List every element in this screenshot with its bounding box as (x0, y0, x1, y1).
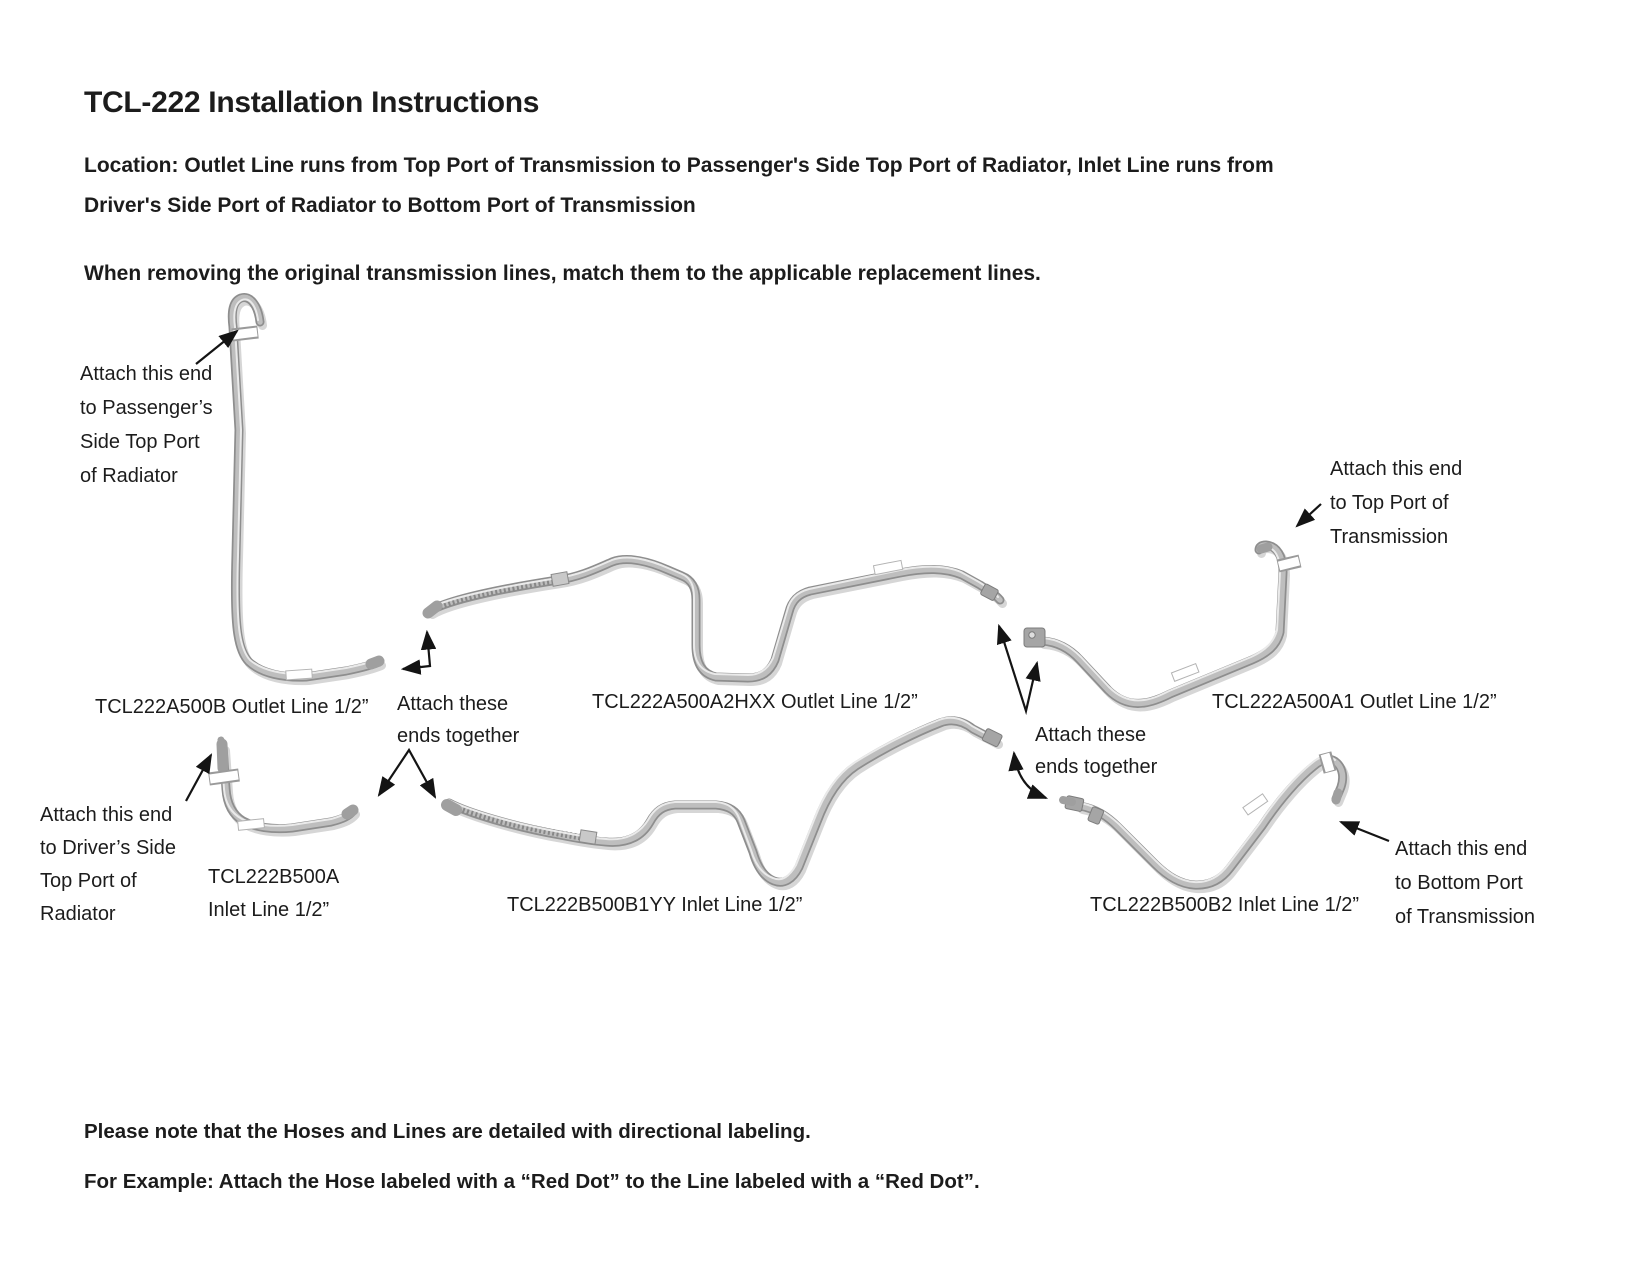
annotation-line: Transmission (1330, 526, 1449, 548)
label-tcl222a500a2hxx: TCL222A500A2HXX Outlet Line 1/2” (592, 691, 918, 713)
annotation-line: Attach these (397, 693, 509, 715)
annotation-line: to Passenger’s (80, 397, 213, 419)
label-tcl222a500b: TCL222A500B Outlet Line 1/2” (95, 696, 369, 718)
annotation-line: to Top Port of (1330, 492, 1449, 514)
annotation-bottom-port (1395, 832, 1535, 934)
tube-tcl222a500a1 (1024, 545, 1300, 707)
removal-note: When removing the original transmission lines, match them to the applicable replacement lines. (84, 262, 1041, 285)
annotation-line: of Transmission (1395, 906, 1536, 928)
annotation-driver-side (40, 799, 176, 931)
location-line-2: Driver's Side Port of Radiator to Bottom Port of Transmission (84, 194, 696, 217)
annotation-attach-right (1035, 719, 1157, 783)
tube-tcl222b500b1yy (447, 718, 1003, 886)
location-text (84, 146, 1274, 226)
arrow-to-driver-port (186, 755, 211, 801)
tube-tcl222b500a (209, 740, 356, 832)
arrow-join-inlet-left (379, 750, 435, 797)
annotation-line: Attach this end (40, 804, 173, 826)
label-tcl222b500b2: TCL222B500B2 Inlet Line 1/2” (1090, 894, 1360, 916)
arrow-join-outlet-left (403, 632, 430, 669)
connector-arrows (186, 331, 1389, 841)
tube-tcl222a500b (232, 297, 382, 680)
annotation-line: Radiator (40, 903, 116, 925)
label-tcl222b500b1yy: TCL222B500B1YY Inlet Line 1/2” (507, 894, 803, 916)
page-title: TCL-222 Installation Instructions (84, 86, 540, 119)
arrow-to-bottom-port (1341, 822, 1389, 841)
annotation-line: ends together (1035, 756, 1158, 778)
label-tcl222b500a (208, 861, 339, 927)
footer-note-example: For Example: Attach the Hose labeled with a “Red Dot” to the Line labeled with a “Red Dot”. (84, 1170, 980, 1193)
arrow-join-outlet-right (999, 626, 1037, 711)
label-line: Inlet Line 1/2” (208, 899, 330, 921)
annotation-top-port (1330, 452, 1462, 554)
annotation-line: ends together (397, 725, 520, 747)
annotation-line: Top Port of (40, 870, 137, 892)
annotation-line: Attach this end (1395, 838, 1528, 860)
annotation-line: Attach these (1035, 724, 1147, 746)
annotation-line: of Radiator (80, 465, 178, 487)
annotation-line: Attach this end (80, 363, 213, 385)
footer-note-directional: Please note that the Hoses and Lines are detailed with directional labeling. (84, 1120, 811, 1143)
arrow-to-top-port (1297, 504, 1321, 526)
annotation-line: to Driver’s Side (40, 837, 176, 859)
annotation-attach-left (397, 688, 519, 752)
label-tcl222a500a1: TCL222A500A1 Outlet Line 1/2” (1212, 691, 1497, 713)
tube-tcl222a500a2hxx (428, 558, 1003, 682)
label-line: TCL222B500A (208, 866, 340, 888)
annotation-passenger-side (80, 357, 213, 493)
annotation-line: Attach this end (1330, 458, 1463, 480)
annotation-line: to Bottom Port (1395, 872, 1523, 894)
annotation-line: Side Top Port (80, 431, 200, 453)
location-line-1: Location: Outlet Line runs from Top Port of Transmission to Passenger's Side Top Port of Radiator, Inlet Line runs from (84, 154, 1274, 177)
